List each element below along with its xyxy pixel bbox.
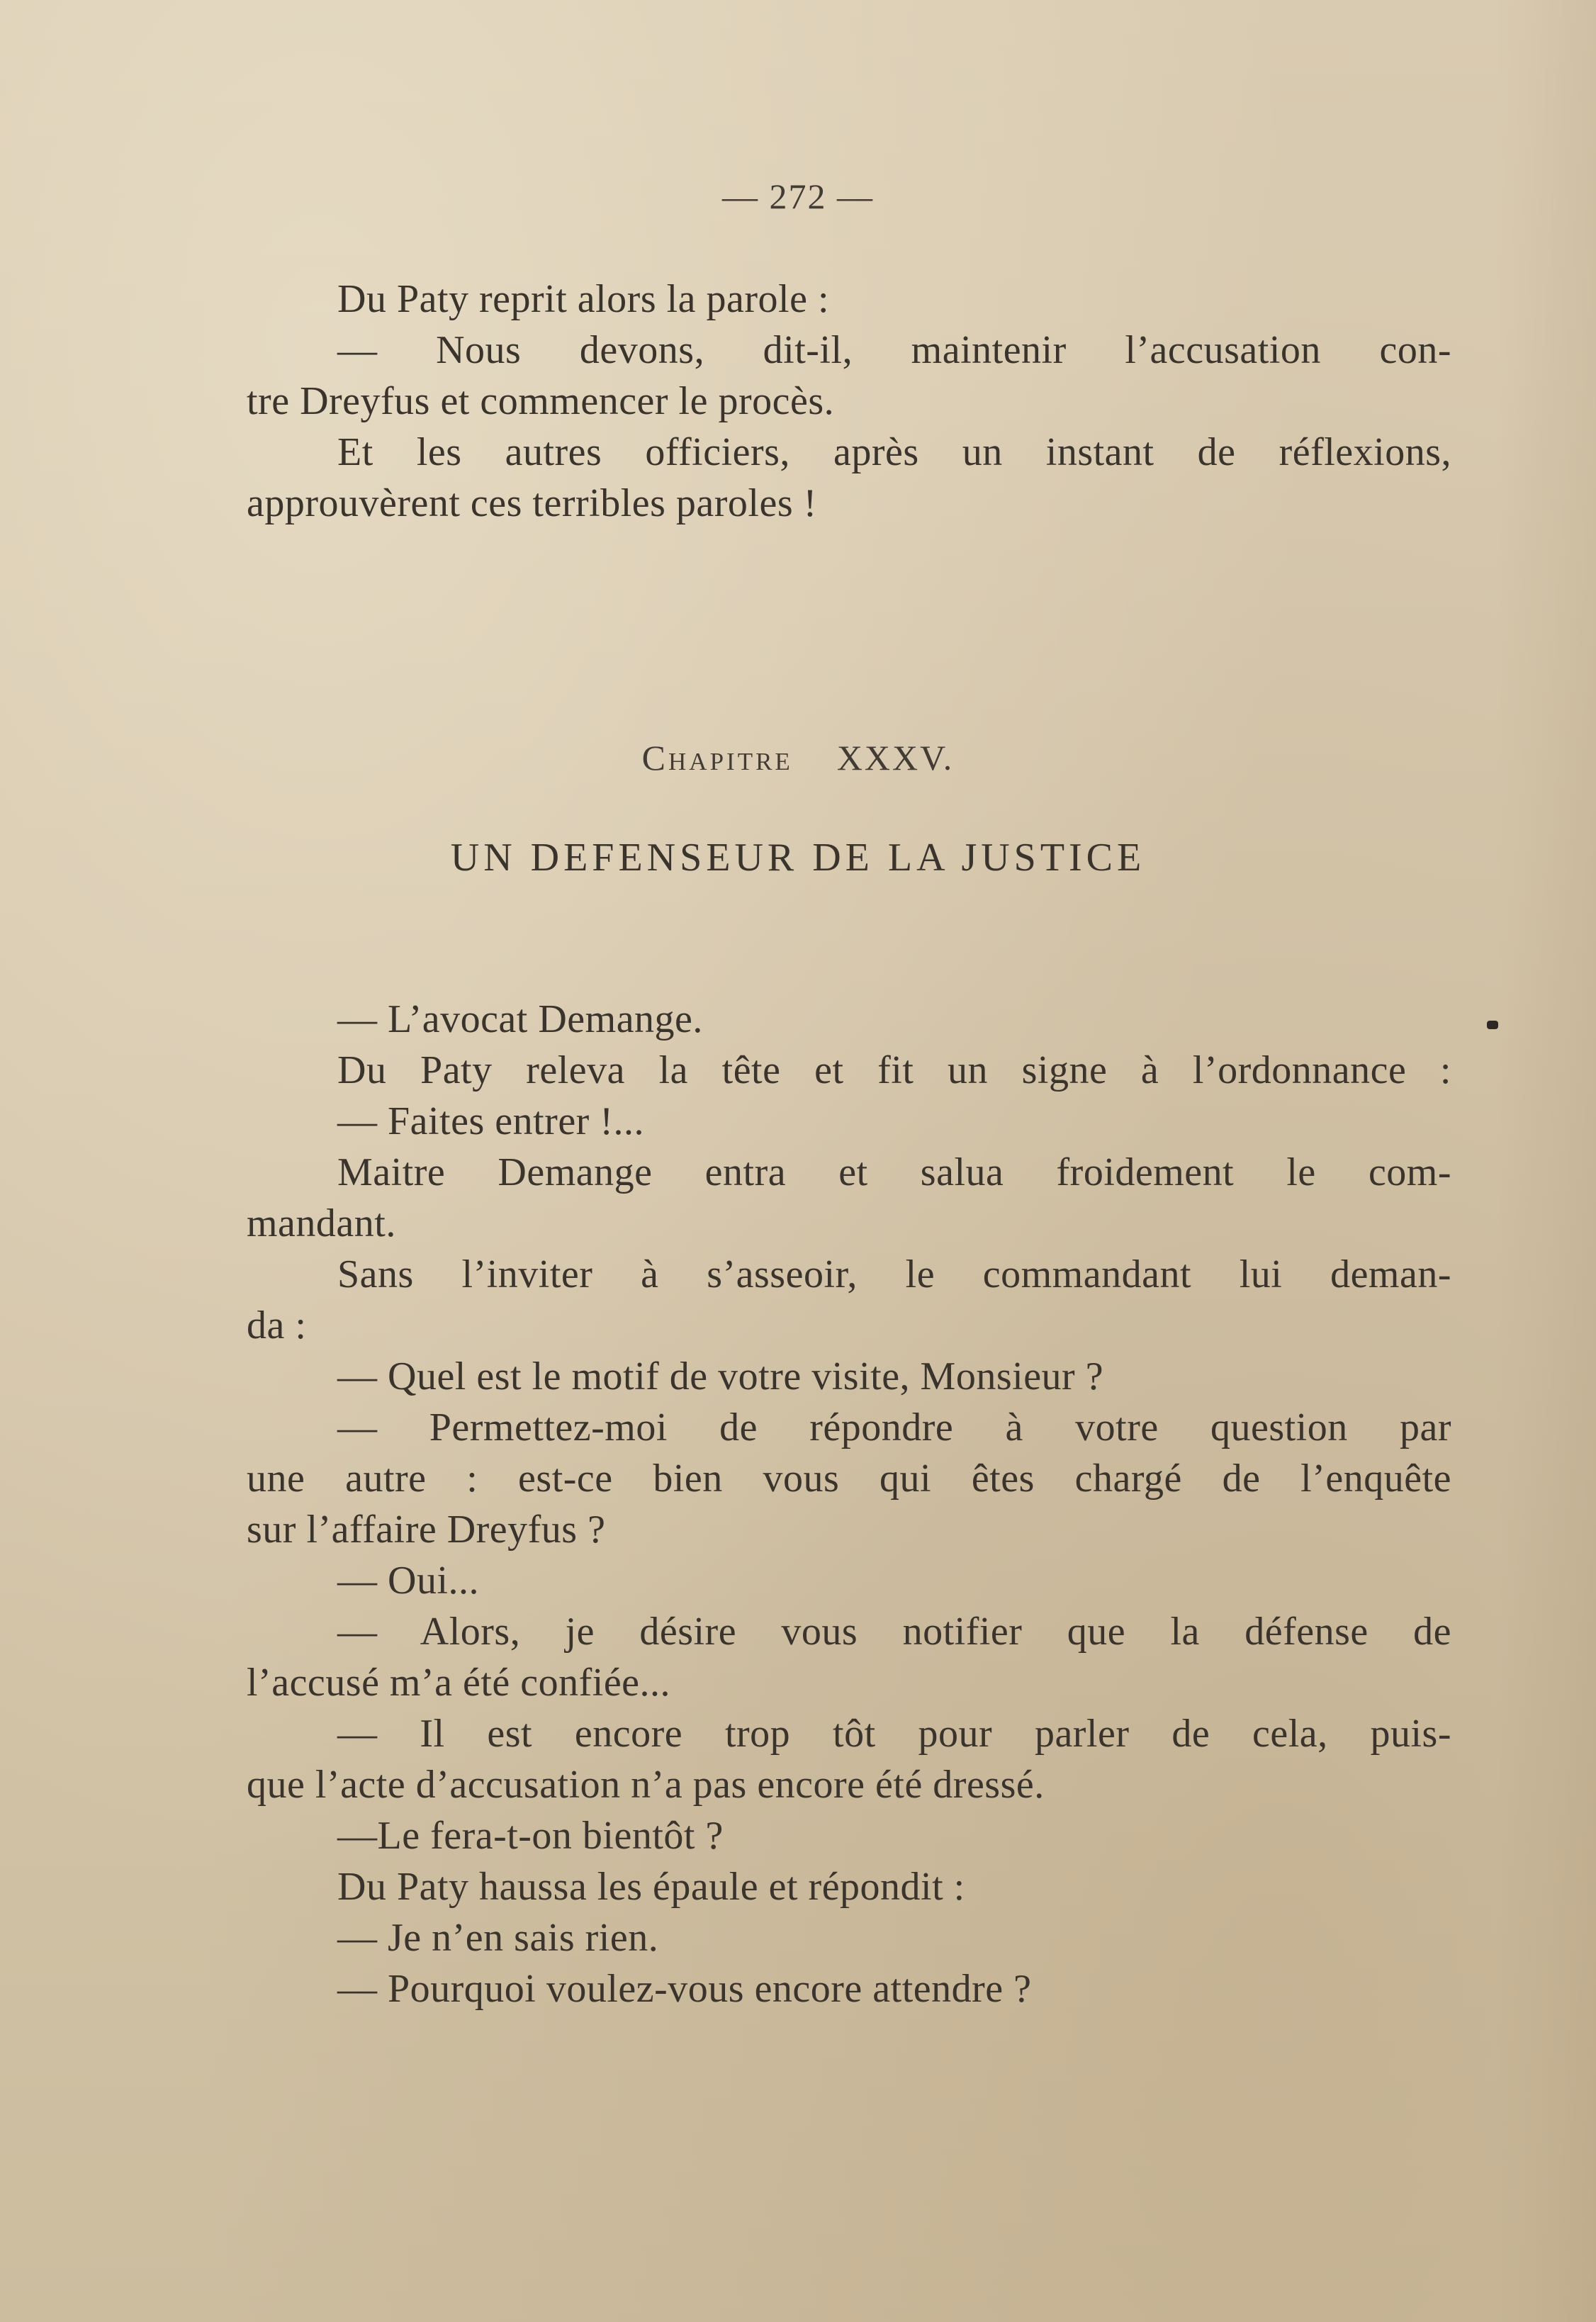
text-line: Et les autres officiers, après un instant de réflexions,	[337, 430, 1451, 474]
top-paragraphs	[247, 274, 1451, 529]
text-line: da :	[247, 1303, 307, 1347]
text-line: Maitre Demange entra et salua froidement le com-	[337, 1150, 1451, 1194]
text-line: Du Paty releva la tête et fit un signe à l’ordonnance :	[337, 1048, 1451, 1092]
text-line: tre Dreyfus et commencer le procès.	[247, 379, 835, 423]
text-line: — L’avocat Demange.	[337, 997, 703, 1041]
chapter-number: XXXV.	[836, 738, 955, 778]
ink-mark	[1487, 1021, 1498, 1029]
text-line: — Il est encore trop tôt pour parler de cela, puis-	[337, 1712, 1451, 1756]
text-line: — Quel est le motif de votre visite, Monsieur ?	[337, 1354, 1104, 1398]
text-line: Du Paty haussa les épaule et répondit :	[337, 1865, 965, 1909]
text-line: sur l’affaire Dreyfus ?	[247, 1508, 606, 1552]
chapter-spacer	[804, 738, 826, 778]
text-line: — Oui...	[337, 1559, 479, 1603]
text-line: mandant.	[247, 1201, 396, 1245]
bottom-paragraphs	[247, 994, 1451, 2014]
text-line: — Faites entrer !...	[337, 1099, 644, 1143]
chapter-label-word: Chapitre	[641, 738, 793, 778]
text-line: l’accusé m’a été confiée...	[247, 1661, 671, 1705]
text-line: — Je n’en sais rien.	[337, 1916, 659, 1960]
text-line: — Permettez-moi de répondre à votre question par	[337, 1406, 1451, 1449]
page-fold-shadow	[1497, 0, 1596, 2322]
text-line: Sans l’inviter à s’asseoir, le commandant lui deman-	[337, 1252, 1451, 1296]
page-number: — 272 —	[722, 176, 874, 216]
text-line: —Le fera-t-on bientôt ?	[337, 1814, 724, 1858]
text-line: approuvèrent ces terribles paroles !	[247, 481, 817, 525]
text-line: Du Paty reprit alors la parole :	[337, 277, 830, 321]
text-line: — Pourquoi voulez-vous encore attendre ?	[337, 1967, 1032, 2011]
text-line: une autre : est-ce bien vous qui êtes chargé de l’enquête	[247, 1457, 1451, 1501]
text-line: — Nous devons, dit-il, maintenir l’accusation con-	[337, 328, 1451, 372]
chapter-heading	[0, 737, 1596, 778]
chapter-title: UN DEFENSEUR DE LA JUSTICE	[450, 836, 1146, 880]
text-line: que l’acte d’accusation n’a pas encore été dressé.	[247, 1763, 1045, 1807]
text-line: — Alors, je désire vous notifier que la défense de	[337, 1610, 1451, 1654]
